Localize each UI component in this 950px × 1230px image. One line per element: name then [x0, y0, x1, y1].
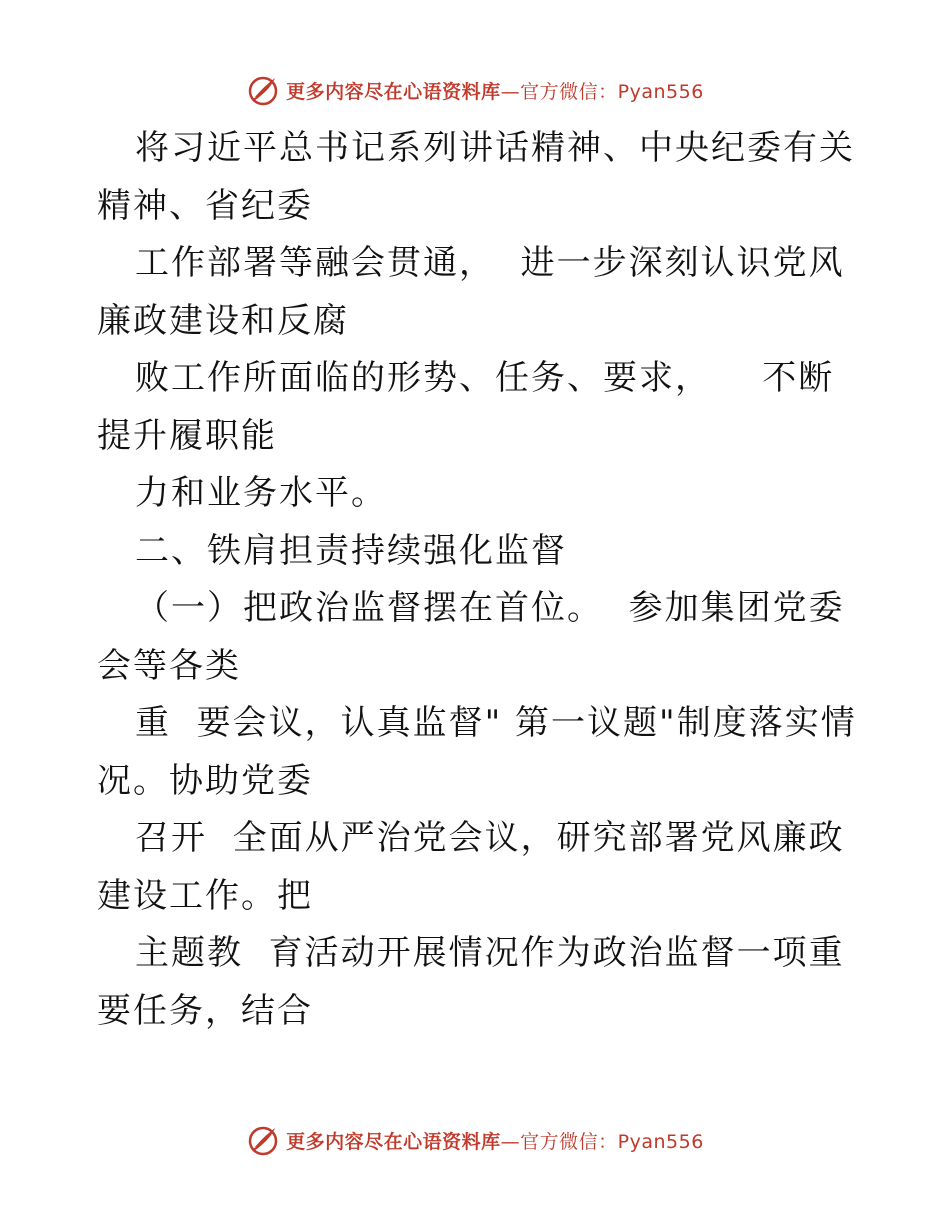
paragraph: 召开 全面从严治党会议，研究部署党风廉政建设工作。把: [97, 818, 845, 916]
footer-banner-text: [286, 1127, 704, 1154]
paragraph: （一）把政治监督摆在首位。 参加集团党委会等各类: [97, 588, 845, 686]
quill-pen-logo-icon: [246, 1123, 280, 1157]
footer-wechat-text: 官方微信：Pyan556: [520, 1130, 704, 1153]
footer-watermark-banner: [0, 1120, 950, 1160]
footer-dash: —: [500, 1130, 521, 1153]
paragraph: 将习近平总书记系列讲话精神、中央纪委有关精神、省纪委: [97, 128, 855, 226]
document-body: [97, 120, 867, 1040]
quill-pen-logo-icon: [246, 73, 280, 107]
section-heading: 二、铁肩担责持续强化监督: [135, 530, 567, 571]
footer-site-text: 更多内容尽在心语资料库: [286, 1130, 501, 1153]
paragraph: 败工作所面临的形势、任务、要求， 不断提升履职能: [97, 358, 835, 456]
paragraph: 重 要会议，认真监督" 第一议题"制度落实情况。协助党委: [97, 703, 857, 801]
paragraph: 主题教 育活动开展情况作为政治监督一项重要任务，结合: [97, 933, 845, 1031]
paragraph: 力和业务水平。: [135, 473, 387, 513]
header-watermark-banner: [0, 70, 950, 110]
paragraph: 工作部署等融会贯通， 进一步深刻认识党风廉政建设和反腐: [97, 243, 845, 341]
header-banner-text: [286, 77, 704, 104]
header-site-text: 更多内容尽在心语资料库: [286, 80, 501, 103]
header-wechat-text: 官方微信：Pyan556: [520, 80, 704, 103]
header-dash: —: [500, 80, 521, 103]
